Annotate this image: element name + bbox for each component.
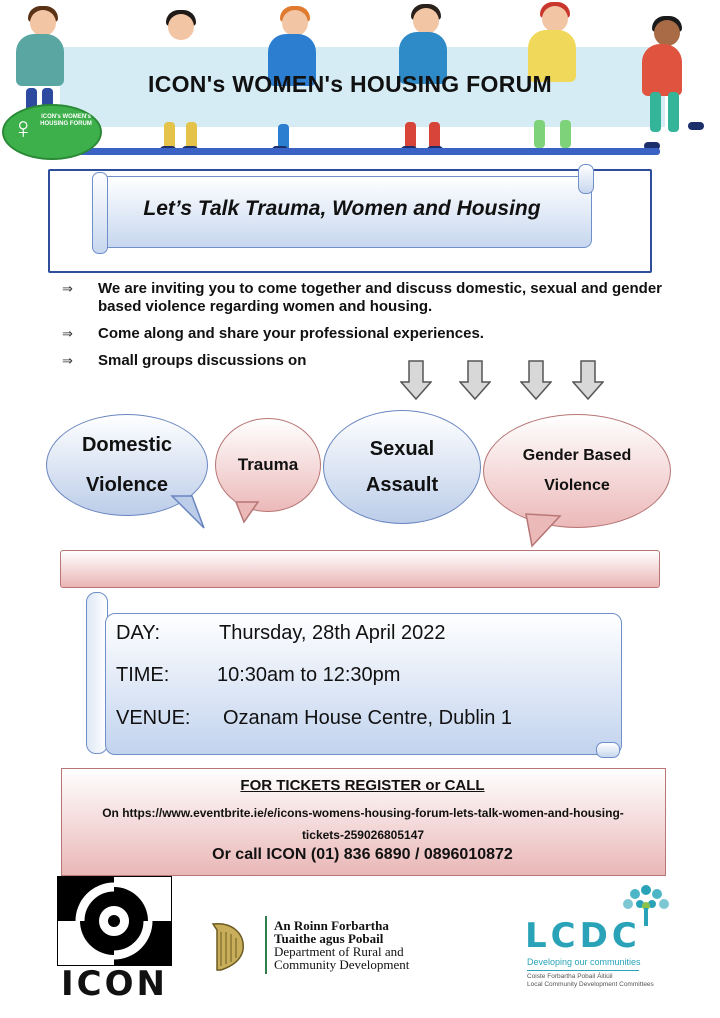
venus-symbol-icon: ♀ bbox=[12, 112, 35, 145]
eventbrite-link[interactable]: On https://www.eventbrite.ie/e/icons-womens-housing-forum-lets-talk-women-and-housing- tickets-259026805147 bbox=[102, 806, 624, 842]
topic-domestic-violence: Domestic Violence bbox=[46, 414, 208, 516]
lcdc-irish-name: Coiste Forbartha Pobail Áitiúil bbox=[527, 973, 613, 980]
lcdc-logo bbox=[520, 880, 700, 1000]
down-arrow-icon bbox=[400, 360, 432, 400]
department-logo-text: An Roinn Forbartha Tuaithe agus Pobail Department of Rural and Community Development bbox=[274, 918, 410, 972]
down-arrow-icon bbox=[520, 360, 552, 400]
topic-gender-based-violence: Gender Based Violence bbox=[483, 414, 671, 528]
harp-icon bbox=[203, 920, 251, 974]
down-arrow-icon bbox=[459, 360, 491, 400]
arrow-right-icon: ⇒ bbox=[62, 281, 73, 296]
topic-sexual-assault: Sexual Assault bbox=[323, 410, 481, 524]
scroll-curl-right bbox=[578, 164, 594, 194]
divider-bar bbox=[60, 550, 660, 588]
forum-title: ICON's WOMEN's HOUSING FORUM bbox=[148, 71, 552, 97]
down-arrow-icon bbox=[572, 360, 604, 400]
dept-divider bbox=[265, 916, 267, 974]
icon-logo bbox=[57, 876, 172, 1002]
topic-trauma: Trauma bbox=[215, 418, 321, 512]
callout-tail bbox=[524, 512, 564, 548]
callout-tail bbox=[232, 500, 262, 524]
housing-forum-logo bbox=[2, 104, 102, 160]
arrow-right-icon: ⇒ bbox=[62, 326, 73, 341]
lcdc-rule bbox=[527, 970, 639, 971]
scroll-curl-bottom bbox=[596, 742, 620, 758]
list-item: ⇒ Small groups discussions on bbox=[62, 352, 307, 369]
list-item: ⇒ We are inviting you to come together and discuss domestic, sexual and gender based violence regarding women and housing. bbox=[62, 280, 663, 315]
callout-tail bbox=[168, 494, 208, 530]
lcdc-wordmark: LCDC bbox=[525, 916, 641, 956]
event-title: Let’s Talk Trauma, Women and Housing bbox=[143, 197, 541, 220]
lcdc-tagline: Developing our communities bbox=[527, 957, 641, 967]
banner-floor-line bbox=[40, 148, 660, 155]
phone-contact: Or call ICON (01) 836 6890 / 0896010872 bbox=[212, 846, 513, 863]
list-item: ⇒ Come along and share your professional experiences. bbox=[62, 325, 484, 342]
tickets-heading: FOR TICKETS REGISTER or CALL bbox=[240, 777, 485, 794]
icon-target-emblem bbox=[57, 876, 172, 966]
logo-text: ICON's WOMEN's HOUSING FORUM bbox=[40, 114, 92, 127]
icon-wordmark: ICON bbox=[61, 964, 168, 1004]
arrow-right-icon: ⇒ bbox=[62, 353, 73, 368]
lcdc-english-name: Local Community Development Committees bbox=[527, 981, 654, 988]
